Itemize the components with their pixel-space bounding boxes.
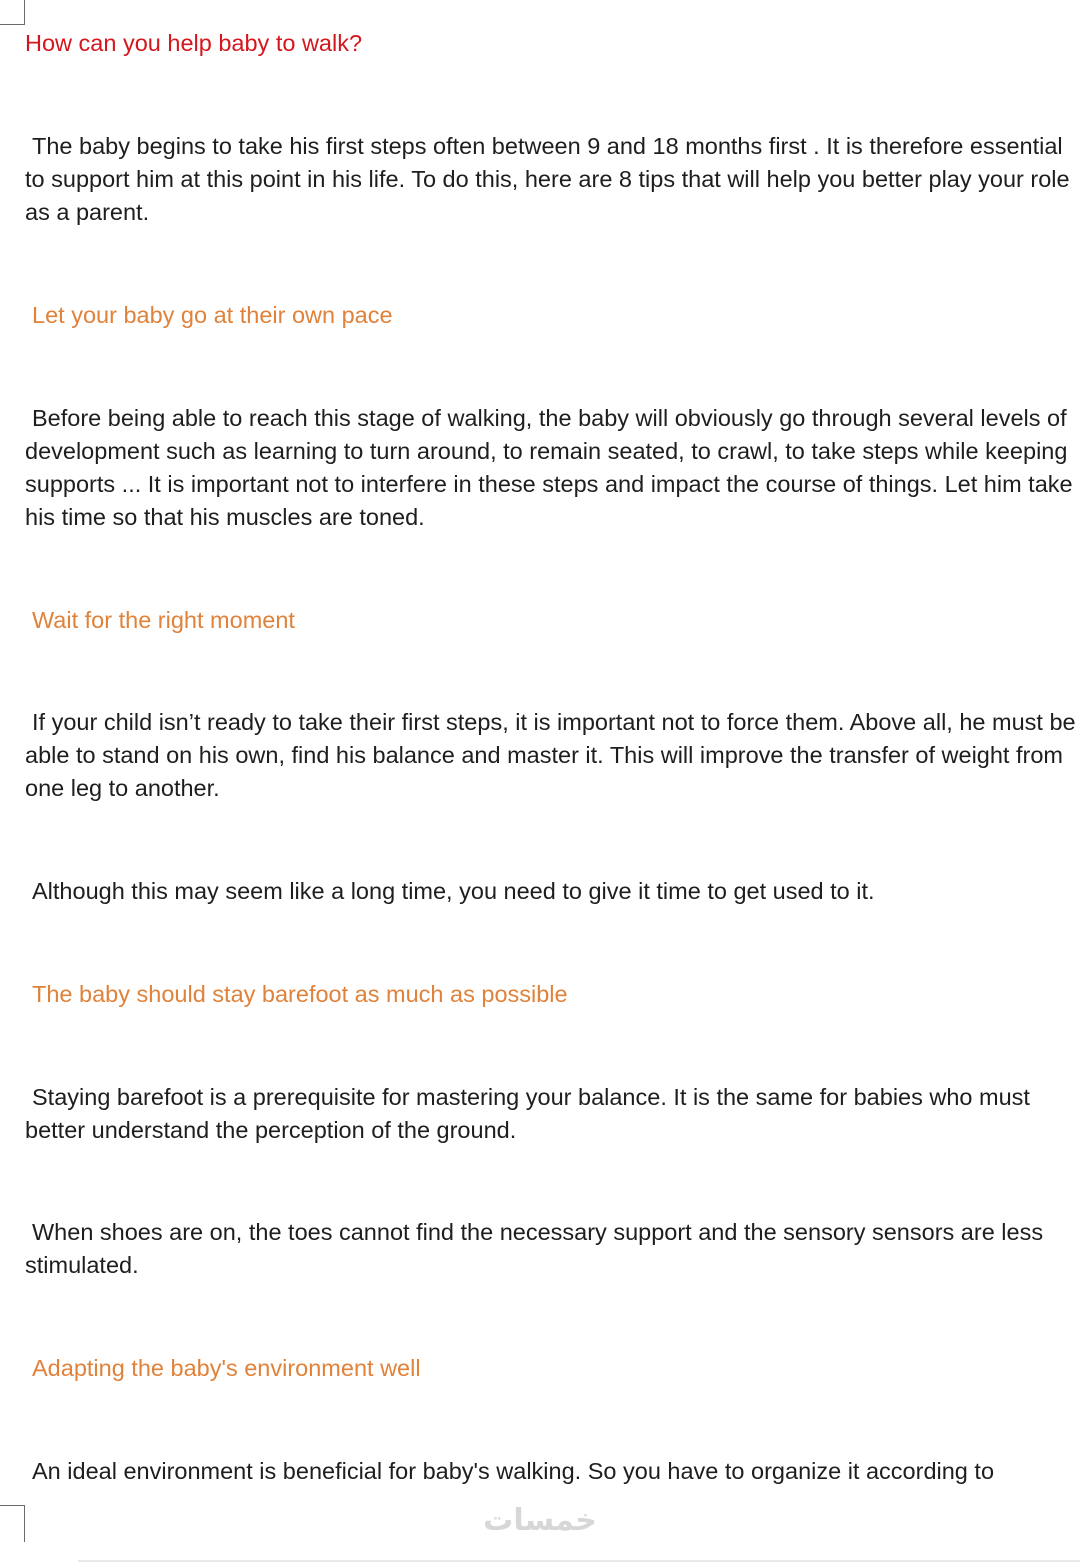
paragraph-own-pace: Before being able to reach this stage of walking, the baby will obviously go through several levels of development such as learning to turn around, to remain seated, to crawl, to take steps while keeping supports ... It is important not to interfere in these steps and impact the course of things. Let him take his time so that his muscles are toned. (25, 405, 1073, 530)
crop-mark-bottom (0, 1505, 25, 1542)
section-heading-environment: Adapting the baby's environment well (32, 1355, 421, 1381)
bottom-divider (78, 1560, 1080, 1562)
paragraph-barefoot-2: When shoes are on, the toes cannot find the necessary support and the sensory sensors are less stimulated. (25, 1219, 1044, 1278)
paragraph-barefoot-1: Staying barefoot is a prerequisite for mastering your balance. It is the same for babies who must better understand the perception of the ground. (25, 1084, 1030, 1143)
khamsat-watermark-logo: خمسات (483, 1502, 597, 1538)
intro-paragraph: The baby begins to take his first steps often between 9 and 18 months first . It is therefore essential to support him at this point in his life. To do this, here are 8 tips that will help you better play your role as a parent. (25, 133, 1070, 225)
section-heading-own-pace: Let your baby go at their own pace (32, 302, 393, 328)
section-heading-barefoot: The baby should stay barefoot as much as possible (32, 981, 568, 1007)
section-heading-right-moment: Wait for the right moment (32, 607, 295, 633)
document-title: How can you help baby to walk? (25, 30, 363, 56)
paragraph-right-moment-1: If your child isn’t ready to take their first steps, it is important not to force them. Above all, he must be able to stand on his own, find his balance and master it. This will improve the transfer of weight from one leg to another. (25, 709, 1076, 801)
paragraph-right-moment-2: Although this may seem like a long time, you need to give it time to get used to it. (32, 878, 875, 904)
paragraph-environment: An ideal environment is beneficial for baby's walking. So you have to organize it according to (32, 1458, 995, 1484)
crop-mark-top (0, 0, 25, 25)
